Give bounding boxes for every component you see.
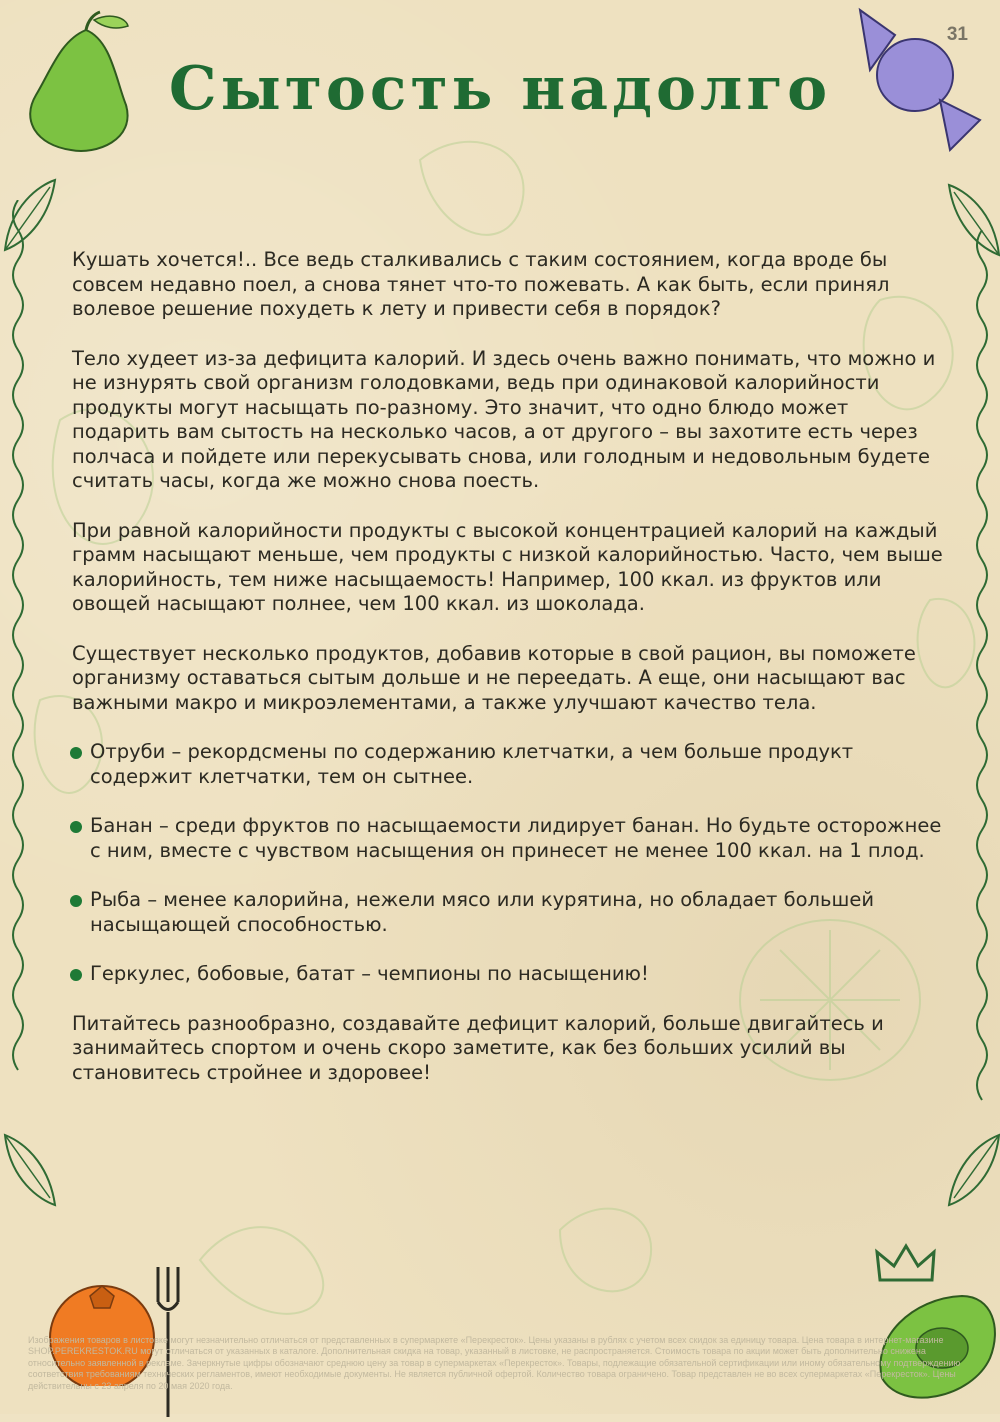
paragraph: Тело худеет из-за дефицита калорий. И здесь очень важно понимать, что можно и не изнурять свой организм голодовками, ведь при одинаковой калорийности продукты могут насыщать по-разному. Это значит, что одно блюдо может подарить вам сытость на несколько часов, а от другого – вы захотите есть через полчаса и пойдете или перекусывать снова, или голодным и недовольным будете считать часы, когда же можно снова поесть. (72, 346, 936, 492)
paragraph: Кушать хочется!.. Все ведь сталкивались с таким состоянием, когда вроде бы совсем недавно поел, а снова тянет что-то пожевать. А как быть, если принял волевое решение похудеть к лету и привести себя в порядок? (72, 248, 890, 320)
list-item-text: Рыба – менее калорийна, нежели мясо или курятина, но обладает большей насыщающей способностью. (90, 888, 875, 936)
list-item (70, 962, 952, 987)
crown-icon (872, 1240, 942, 1290)
list-item (70, 740, 952, 789)
article-body (72, 248, 952, 1110)
page-number: 31 (946, 24, 968, 45)
bullet-dot-icon (70, 895, 82, 907)
list-item (70, 814, 952, 863)
bullet-dot-icon (70, 821, 82, 833)
leaf-icon (944, 180, 1000, 260)
list-item-text: Отруби – рекордсмены по содержанию клетчатки, а чем больше продукт содержит клетчатки, тем он сытнее. (90, 740, 854, 788)
bullet-dot-icon (70, 747, 82, 759)
leaf-icon (944, 1130, 1000, 1210)
paragraph: При равной калорийности продукты с высокой концентрацией калорий на каждый грамм насыщают меньше, чем продукты с низкой калорийностью. Часто, чем выше калорийность, тем ниже насыщаемость! Например, 100 ккал. из фруктов или овощей насыщают полнее, чем 100 ккал. из шоколада. (72, 518, 943, 615)
right-vine (968, 230, 998, 1130)
closing-paragraph: Питайтесь разнообразно, создавайте дефицит калорий, больше двигайтесь и занимайтесь спортом и очень скоро заметите, как без больших усилий вы становитесь стройнее и здоровее! (72, 1011, 884, 1084)
bullet-dot-icon (70, 969, 82, 981)
legal-disclaimer: Изображения товаров в листовке могут незначительно отличаться от представленных в супермаркете «Перекресток». Цены указаны в рублях с учетом всех скидок за единицу товара. Цена товара в интернет-магазине SHOP.PEREKRESTOK.RU могут отличаться от указанных в каталоге. Дополнительная скидка на товар, указанный в листовке, не распространяется. Стоимость товара по акции может быть дополнительно снижена относительно заявленной в рекламе. Зачеркнутые цифры обозначают среднюю цену за товар в супермаркетах «Перекресток». Товары, подлежащие обязательной сертификации или иному обязательному подтверждению соответствия требованиям технических регламентов, имеют необходимые документы. Не является публичной офертой. Количество товара ограничено. Товар представлен не во всех супермаркетах «Перекресток». Цены действительны с 23 апреля по 20 мая 2020 года. (28, 1334, 961, 1391)
list-item-text: Банан – среди фруктов по насыщаемости лидирует банан. Но будьте осторожнее с ним, вместе с чувством насыщения он принесет не менее 100 ккал. на 1 плод. (90, 814, 942, 862)
left-vine (4, 200, 34, 1100)
paragraph: Существует несколько продуктов, добавив которые в свой рацион, вы поможете организму оставаться сытым дольше и не переедать. А еще, они насыщают вас важными макро и микроэлементами, а также улучшают качество тела. (72, 641, 916, 714)
leaf-icon (0, 175, 60, 255)
list-item-text: Геркулес, бобовые, батат – чемпионы по насыщению! (90, 962, 649, 985)
list-item (70, 888, 952, 937)
page-title: Сытость надолго (168, 54, 832, 124)
leaf-icon (0, 1130, 60, 1210)
